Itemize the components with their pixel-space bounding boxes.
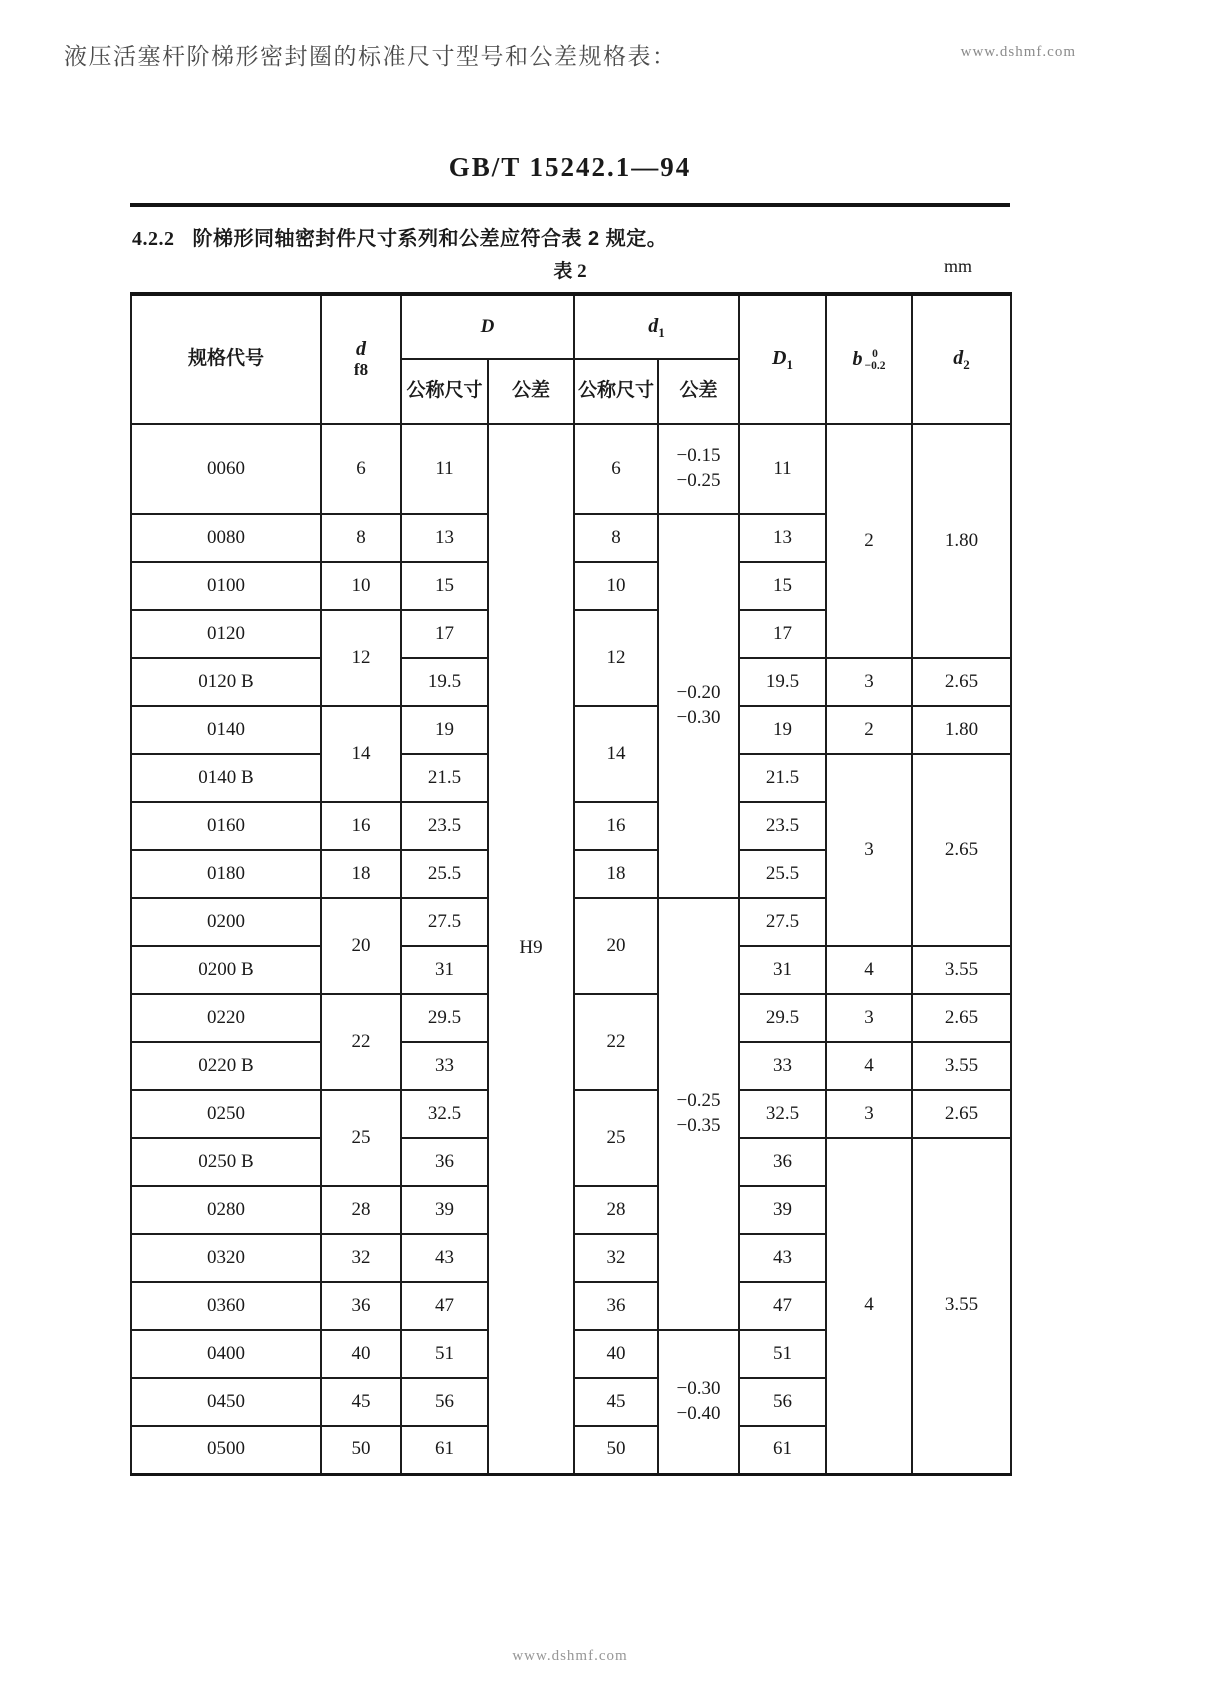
table-cell: 31 [739, 946, 826, 994]
table-cell: 0200 B [131, 946, 321, 994]
col-header-D-nominal: 公称尺寸 [401, 359, 488, 424]
table-cell: 23.5 [401, 802, 488, 850]
col-header-D1: $D_1$ [739, 294, 826, 424]
table-cell: 28 [321, 1186, 401, 1234]
table-cell: 2.65 [912, 658, 1011, 706]
table-cell: 25.5 [401, 850, 488, 898]
table-cell: 56 [401, 1378, 488, 1426]
table-cell: 3.55 [912, 1138, 1011, 1474]
table-cell: 4 [826, 1138, 912, 1474]
unit-label: mm [944, 256, 973, 276]
table-cell: −0.25 −0.35 [658, 898, 739, 1330]
table-header [131, 294, 1011, 424]
table-cell: 0320 [131, 1234, 321, 1282]
table-cell: 0060 [131, 424, 321, 514]
col-header-d [321, 294, 401, 424]
table-cell: 19 [401, 706, 488, 754]
table-cell: 19 [739, 706, 826, 754]
table-cell: 29.5 [739, 994, 826, 1042]
table-cell: 4 [826, 1042, 912, 1090]
table-cell: −0.15 −0.25 [658, 424, 739, 514]
table-cell: 0180 [131, 850, 321, 898]
col-header-d2: $d_2$ [912, 294, 1011, 424]
table-cell: 45 [574, 1378, 658, 1426]
table-cell: 0140 [131, 706, 321, 754]
table-cell: 13 [739, 514, 826, 562]
table-cell: 47 [739, 1282, 826, 1330]
standard-code-heading: GB/T 15242.1—94 [448, 152, 692, 182]
table-cell: 22 [321, 994, 401, 1090]
table-cell: 12 [321, 610, 401, 706]
table-cell: 19.5 [401, 658, 488, 706]
table-cell: 29.5 [401, 994, 488, 1042]
table-cell: 23.5 [739, 802, 826, 850]
col-header-d1-nominal: 公称尺寸 [574, 359, 658, 424]
col-header-D-tolerance: 公差 [488, 359, 574, 424]
table-cell: 32 [321, 1234, 401, 1282]
table-cell: 8 [574, 514, 658, 562]
table-cell: 39 [739, 1186, 826, 1234]
table-cell: 0220 B [131, 1042, 321, 1090]
table-cell: 36 [321, 1282, 401, 1330]
table-cell: 47 [401, 1282, 488, 1330]
table-cell: 0120 [131, 610, 321, 658]
table-cell: 14 [321, 706, 401, 802]
col-header-D-group: D [401, 294, 574, 359]
col-header-d-symbol: d [356, 338, 366, 361]
table-cell: 2.65 [912, 994, 1011, 1042]
table-cell: 45 [321, 1378, 401, 1426]
table-cell: 50 [574, 1426, 658, 1474]
watermark-top: www.dshmf.com [960, 44, 1076, 60]
table-cell: 21.5 [739, 754, 826, 802]
table-cell: 14 [574, 706, 658, 802]
table-cell: 51 [401, 1330, 488, 1378]
table-cell: 3.55 [912, 946, 1011, 994]
table-cell: 25 [574, 1090, 658, 1186]
table-cell: 43 [739, 1234, 826, 1282]
table-cell: 33 [401, 1042, 488, 1090]
table-cell: 36 [574, 1282, 658, 1330]
table-cell: 0200 [131, 898, 321, 946]
table-cell: 1.80 [912, 706, 1011, 754]
table-cell: 25.5 [739, 850, 826, 898]
section-paragraph [132, 222, 667, 251]
table-cell: 22 [574, 994, 658, 1090]
table-cell: 32.5 [401, 1090, 488, 1138]
table-cell: 3 [826, 994, 912, 1042]
table-cell: 18 [574, 850, 658, 898]
table-cell: −0.30 −0.40 [658, 1330, 739, 1474]
table-cell: 25 [321, 1090, 401, 1186]
spec-table [130, 292, 1012, 1476]
table-cell: 27.5 [401, 898, 488, 946]
b-tolerance-stack: 0 −0.2 [864, 347, 886, 372]
table-cell: 3 [826, 658, 912, 706]
table-cell: 11 [739, 424, 826, 514]
table-cell: 17 [401, 610, 488, 658]
table-cell: 19.5 [739, 658, 826, 706]
table-cell: 61 [401, 1426, 488, 1474]
table-cell: 17 [739, 610, 826, 658]
table-body [131, 424, 1011, 1474]
table-cell: 61 [739, 1426, 826, 1474]
table-cell: 32 [574, 1234, 658, 1282]
table-cell: 8 [321, 514, 401, 562]
table-cell: 0160 [131, 802, 321, 850]
table-cell: 11 [401, 424, 488, 514]
table-cell: 20 [321, 898, 401, 994]
table-cell: 51 [739, 1330, 826, 1378]
table-cell: 0120 B [131, 658, 321, 706]
table-cell: 0450 [131, 1378, 321, 1426]
table-cell: 40 [574, 1330, 658, 1378]
table-cell: 0250 B [131, 1138, 321, 1186]
table-cell: 56 [739, 1378, 826, 1426]
table-cell: 40 [321, 1330, 401, 1378]
table-cell: 27.5 [739, 898, 826, 946]
table-cell: 2.65 [912, 1090, 1011, 1138]
table-cell: 18 [321, 850, 401, 898]
table-cell: 0280 [131, 1186, 321, 1234]
table-cell: 10 [574, 562, 658, 610]
table-cell: 0100 [131, 562, 321, 610]
table-cell: 36 [401, 1138, 488, 1186]
table-cell: 4 [826, 946, 912, 994]
table-cell: 31 [401, 946, 488, 994]
table-cell: 1.80 [912, 424, 1011, 658]
table-cell: 6 [574, 424, 658, 514]
col-header-d1-group: $d_1$ [574, 294, 739, 359]
section-text: 阶梯形同轴密封件尺寸系列和公差应符合表 2 规定。 [192, 228, 668, 250]
table-cell: 3 [826, 754, 912, 946]
col-header-d1-tolerance: 公差 [658, 359, 739, 424]
watermark-bottom: www.dshmf.com [512, 1648, 628, 1664]
table-cell: 43 [401, 1234, 488, 1282]
table-cell: 0220 [131, 994, 321, 1042]
table-cell: 12 [574, 610, 658, 706]
table-cell: 20 [574, 898, 658, 994]
table-cell: 0140 B [131, 754, 321, 802]
table-cell: 32.5 [739, 1090, 826, 1138]
col-header-code: 规格代号 [131, 294, 321, 424]
table-cell: 15 [401, 562, 488, 610]
table-cell: 3 [826, 1090, 912, 1138]
table-cell: 0360 [131, 1282, 321, 1330]
table-cell: 0400 [131, 1330, 321, 1378]
table-cell: 6 [321, 424, 401, 514]
table-cell: 16 [574, 802, 658, 850]
table-row [131, 424, 1011, 514]
table-cell: 0080 [131, 514, 321, 562]
page-title: 液压活塞杆阶梯形密封圈的标准尺寸型号和公差规格表： [64, 43, 677, 69]
table-cell: 10 [321, 562, 401, 610]
table-cell: 33 [739, 1042, 826, 1090]
table-cell: 2 [826, 706, 912, 754]
section-number: 4.2.2 [132, 228, 175, 250]
table-caption: 表 2 [553, 261, 587, 282]
table-cell: 13 [401, 514, 488, 562]
table-cell: 39 [401, 1186, 488, 1234]
table-cell: 15 [739, 562, 826, 610]
col-header-b: b 0 −0.2 [826, 294, 912, 424]
table-cell: −0.20 −0.30 [658, 514, 739, 898]
table-cell: H9 [488, 424, 574, 1474]
table-cell: 2 [826, 424, 912, 658]
table-cell: 36 [739, 1138, 826, 1186]
heading-rule [130, 203, 1010, 207]
table-cell: 50 [321, 1426, 401, 1474]
table-cell: 0500 [131, 1426, 321, 1474]
table-cell: 2.65 [912, 754, 1011, 946]
col-header-d-fit: f8 [353, 360, 369, 380]
table-cell: 3.55 [912, 1042, 1011, 1090]
table-cell: 16 [321, 802, 401, 850]
table-cell: 28 [574, 1186, 658, 1234]
table-cell: 21.5 [401, 754, 488, 802]
table-cell: 0250 [131, 1090, 321, 1138]
